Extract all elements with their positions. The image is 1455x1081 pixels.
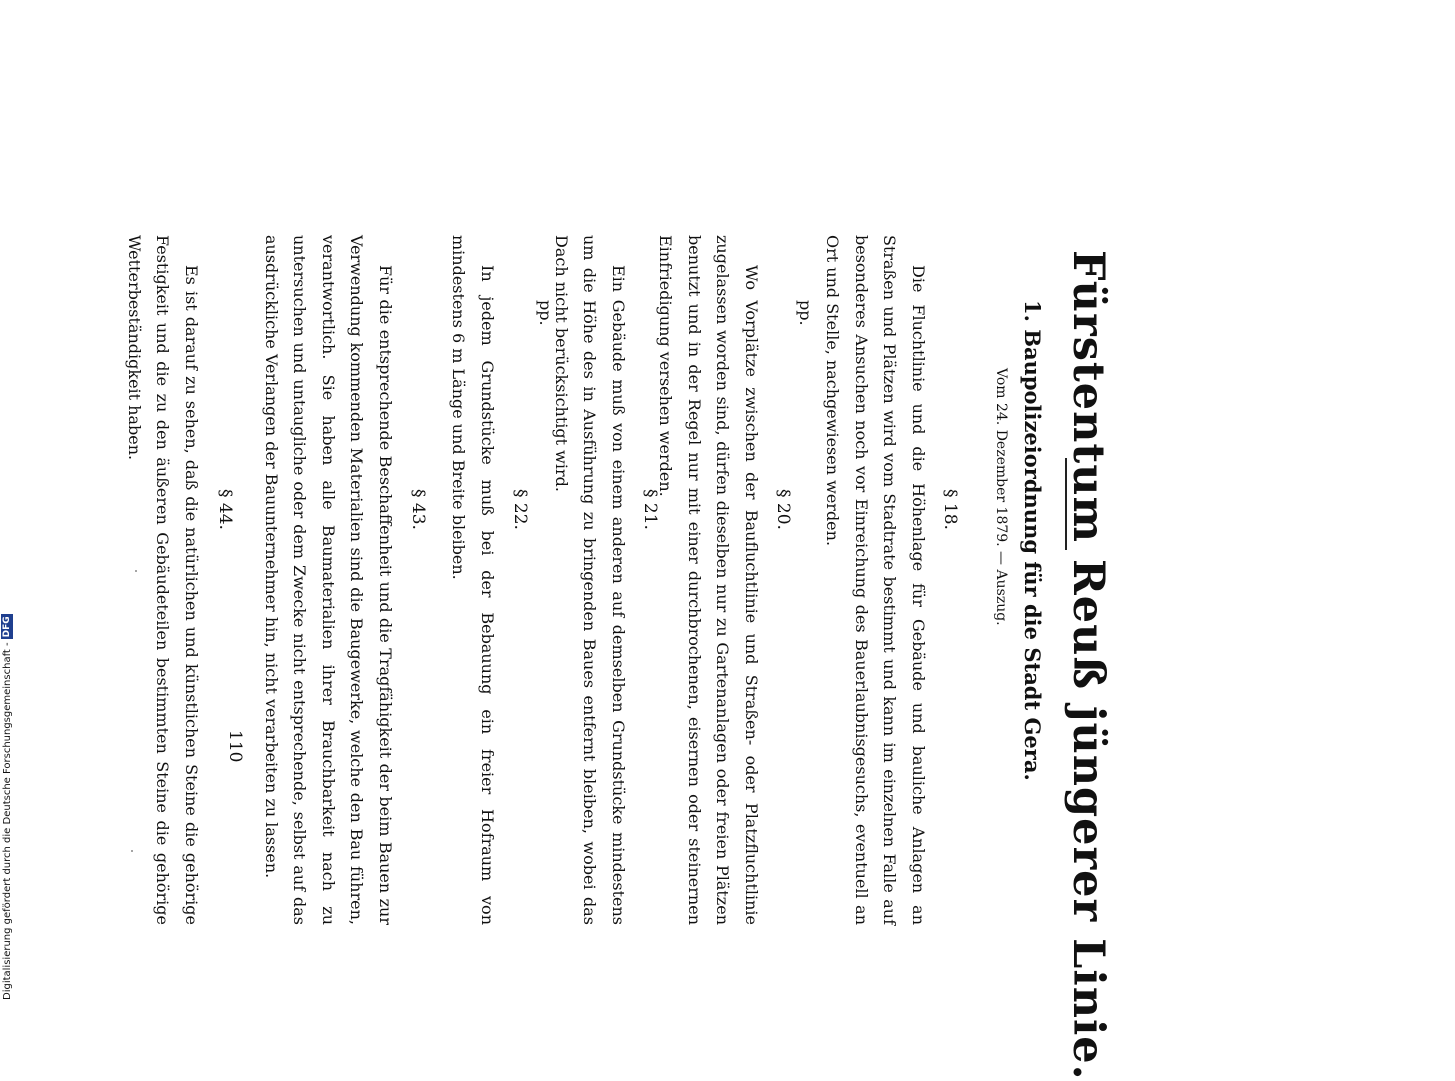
section-heading: § 20.: [773, 489, 793, 530]
digitization-credit: [0, 0, 14, 1000]
credit-text: Digitalisierung gefördert durch die Deutsche Forschungsgemeinschaft -: [1, 642, 13, 1000]
page-number: 110: [225, 730, 245, 763]
section-text: In jedem Grundstücke muß bei der Bebauung ein freier Hofraum von mindestens 6 m Länge und Breite bleiben.: [449, 235, 497, 925]
section-heading: § 21.: [640, 489, 660, 530]
section-heading: § 43.: [408, 489, 428, 530]
section-text: Wo Vorplätze zwischen der Baufluchtlinie und Straßen- oder Platzfluchtlinie zugelassen worden sind, dürfen dieselben nur zu Gartenanlagen oder freien Plätzen benutzt und in der Regel nur mit einer durchbrochenen, eisernen oder steinernen Einfriedigung versehen werden.: [656, 235, 761, 925]
section-text: Ein Gebäude muß von einem anderen auf demselben Grundstücke mindestens um die Höhe des in Ausführung zu bringenden Baues entfernt bleiben, wobei das Dach nicht berücksichtigt wird.: [552, 235, 628, 925]
document-title: Fürstentum Reuß jüngerer Linie.: [1063, 250, 1113, 1081]
section-trailer: pp.: [536, 300, 555, 326]
section-heading: § 18.: [940, 489, 960, 530]
document-date-line: Vom 24. Dezember 1879. — Auszug.: [993, 368, 1009, 626]
section-heading: § 22.: [510, 489, 530, 530]
section-text: Die Fluchtlinie und die Höhenlage für Gebäude und bauliche Anlagen an Straßen und Plätzen wird vom Stadtrate bestimmt und kann im einzelnen Falle auf besonderes Ansuchen noch vor Einreichung des Bauerlaubnisgesuchs, eventuell an Ort und Stelle, nachgewiesen werden.: [823, 235, 928, 925]
section-trailer: pp.: [796, 300, 815, 326]
section-text: Es ist darauf zu sehen, daß die natürlichen und künstlichen Steine die gehörige Festigkeit und die zu den äußeren Gebäudeteilen bestimmten Steine die gehörige Wetterbeständigkeit haben.: [125, 235, 201, 925]
section-text: Für die entsprechende Beschaffenheit und die Tragfähigkeit der beim Bauen zur Verwendung kommenden Materialien sind die Baugewerke, welche den Bau führen, verantwortlich. Sie haben alle Baumaterialien ihrer Brauchbarkeit nach zu untersuchen und untaugliche oder dem Zwecke nicht entsprechende, selbst auf das ausdrückliche Verlangen der Bauunternehmer hin, nicht verarbeiten zu lassen.: [262, 235, 395, 925]
scan-speck: [135, 570, 137, 572]
section-heading: § 44.: [215, 489, 235, 530]
title-divider: [1065, 458, 1067, 550]
scan-speck: [131, 850, 133, 852]
document-subtitle: 1. Baupolizeiordnung für die Stadt Gera.: [1020, 300, 1045, 781]
dfg-logo: DFG: [2, 616, 12, 638]
